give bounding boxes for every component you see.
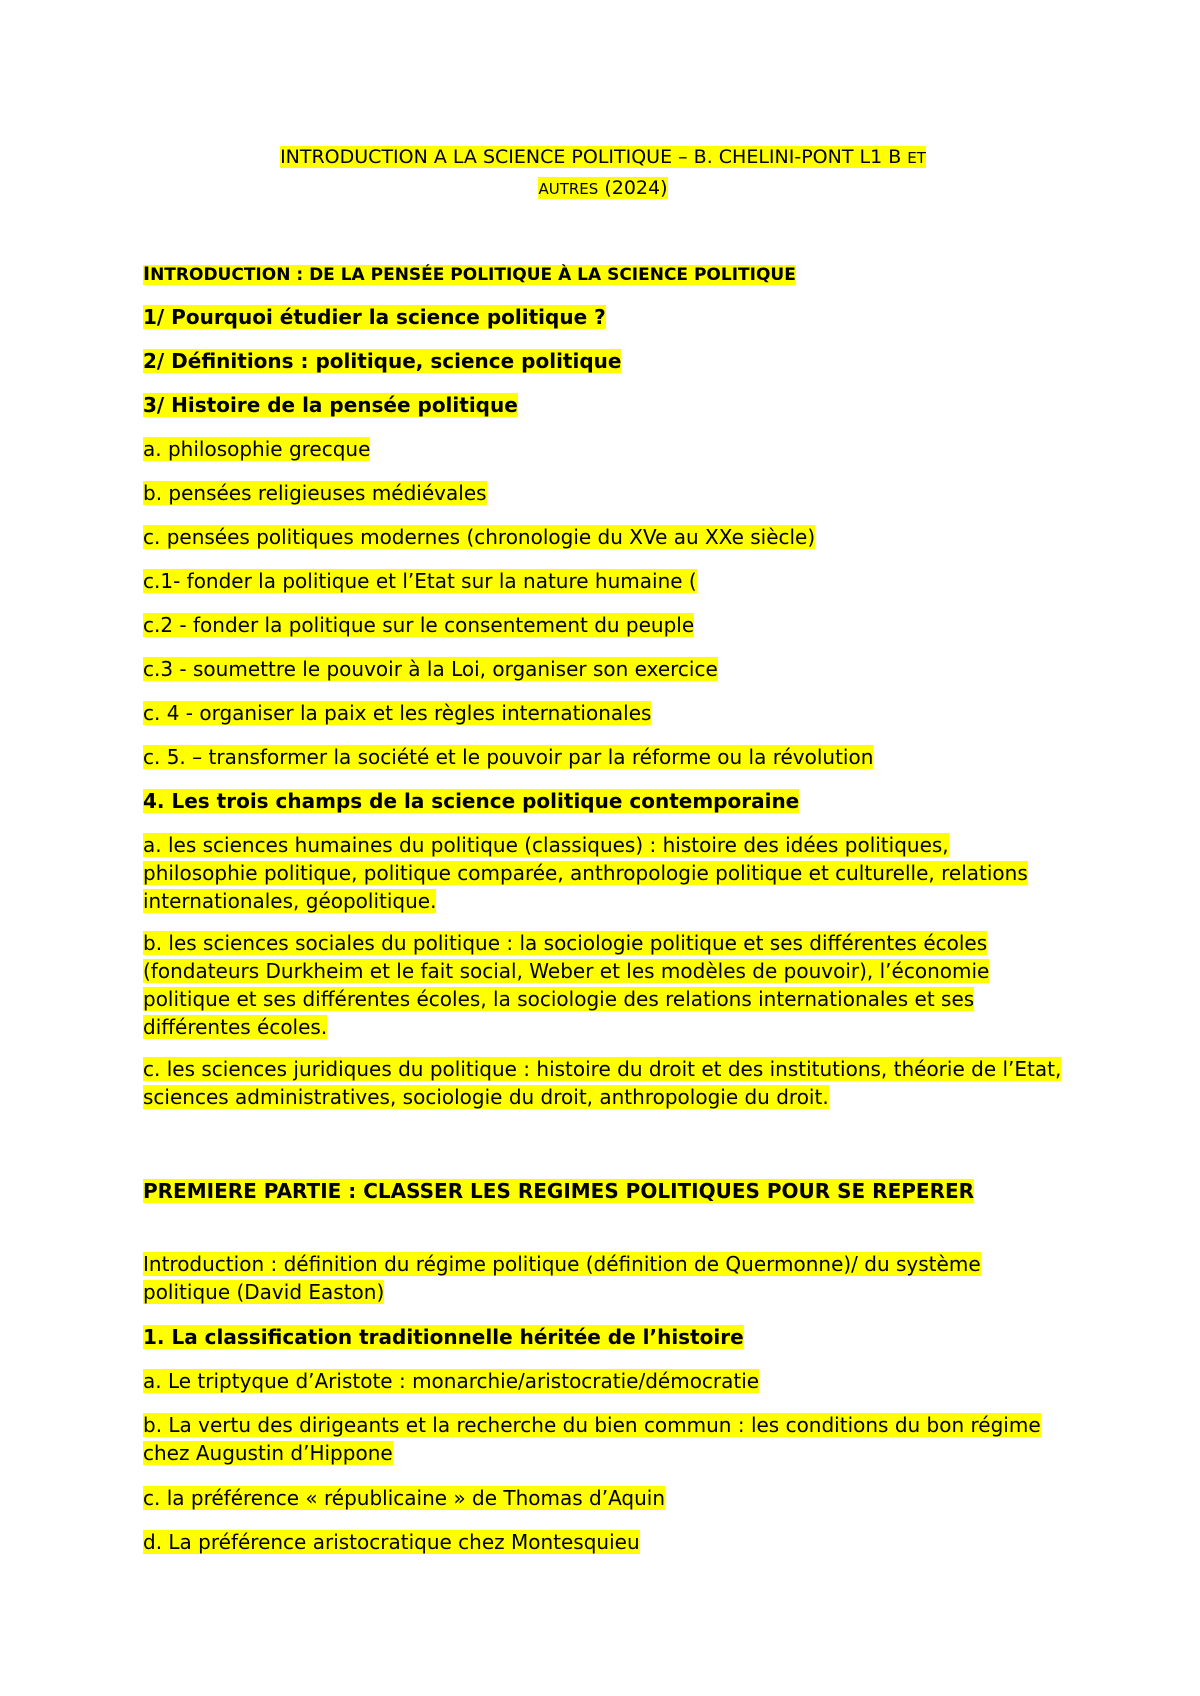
heading-2: 2/ Définitions : politique, science politique	[143, 349, 622, 373]
item-c4: c. 4 - organiser la paix et les règles internationales	[143, 701, 652, 725]
item-c: c. pensées politiques modernes (chronologie du XVe au XXe siècle)	[143, 525, 816, 549]
item-c5: c. 5. – transformer la société et le pouvoir par la réforme ou la révolution	[143, 745, 874, 769]
section-1-item-a: a. Le triptyque d’Aristote : monarchie/aristocratie/démocratie	[143, 1369, 760, 1393]
section-1-item-d: d. La préférence aristocratique chez Montesquieu	[143, 1530, 640, 1554]
heading-1: 1/ Pourquoi étudier la science politique ?	[143, 305, 606, 329]
heading-4: 4. Les trois champs de la science politique contemporaine	[143, 789, 800, 813]
paragraph-4a: a. les sciences humaines du politique (classiques) : histoire des idées politiques, philosophie politique, politique comparée, anthropologie politique et culturelle, relations internationales, géopolitique.	[143, 833, 1028, 913]
title-main: INTRODUCTION A LA SCIENCE POLITIQUE – B. CHELINI-PONT L1 B	[280, 146, 908, 168]
item-b: b. pensées religieuses médiévales	[143, 481, 487, 505]
section-1-heading: 1. La classification traditionnelle héritée de l’histoire	[143, 1325, 744, 1349]
item-a: a. philosophie grecque	[143, 437, 371, 461]
part-one-heading: PREMIERE PARTIE : CLASSER LES REGIMES POLITIQUES POUR SE REPERER	[143, 1179, 975, 1203]
title-small-et: ET	[907, 149, 926, 167]
item-c2: c.2 - fonder la politique sur le consentement du peuple	[143, 613, 695, 637]
introduction-heading: INTRODUCTION : DE LA PENSÉE POLITIQUE À LA SCIENCE POLITIQUE	[143, 263, 796, 285]
paragraph-4c: c. les sciences juridiques du politique : histoire du droit et des institutions, théorie de l’Etat, sciences administratives, sociologie du droit, anthropologie du droit.	[143, 1057, 1062, 1109]
heading-3: 3/ Histoire de la pensée politique	[143, 393, 518, 417]
document-title	[143, 142, 1063, 204]
title-small-autres: AUTRES	[538, 180, 599, 198]
paragraph-4b: b. les sciences sociales du politique : la sociologie politique et ses différentes écoles (fondateurs Durkheim et le fait social, Weber et les modèles de pouvoir), l’économie politique et ses différentes écoles, la sociologie des relations internationales et ses différentes écoles.	[143, 931, 990, 1039]
part-one-intro: Introduction : définition du régime politique (définition de Quermonne)/ du système politique (David Easton)	[143, 1252, 981, 1304]
item-c1: c.1- fonder la politique et l’Etat sur la nature humaine (	[143, 569, 697, 593]
section-1-item-c: c. la préférence « républicaine » de Thomas d’Aquin	[143, 1486, 666, 1510]
section-1-item-b: b. La vertu des dirigeants et la recherche du bien commun : les conditions du bon régime chez Augustin d’Hippone	[143, 1413, 1041, 1465]
title-year: (2024)	[598, 177, 668, 199]
item-c3: c.3 - soumettre le pouvoir à la Loi, organiser son exercice	[143, 657, 718, 681]
